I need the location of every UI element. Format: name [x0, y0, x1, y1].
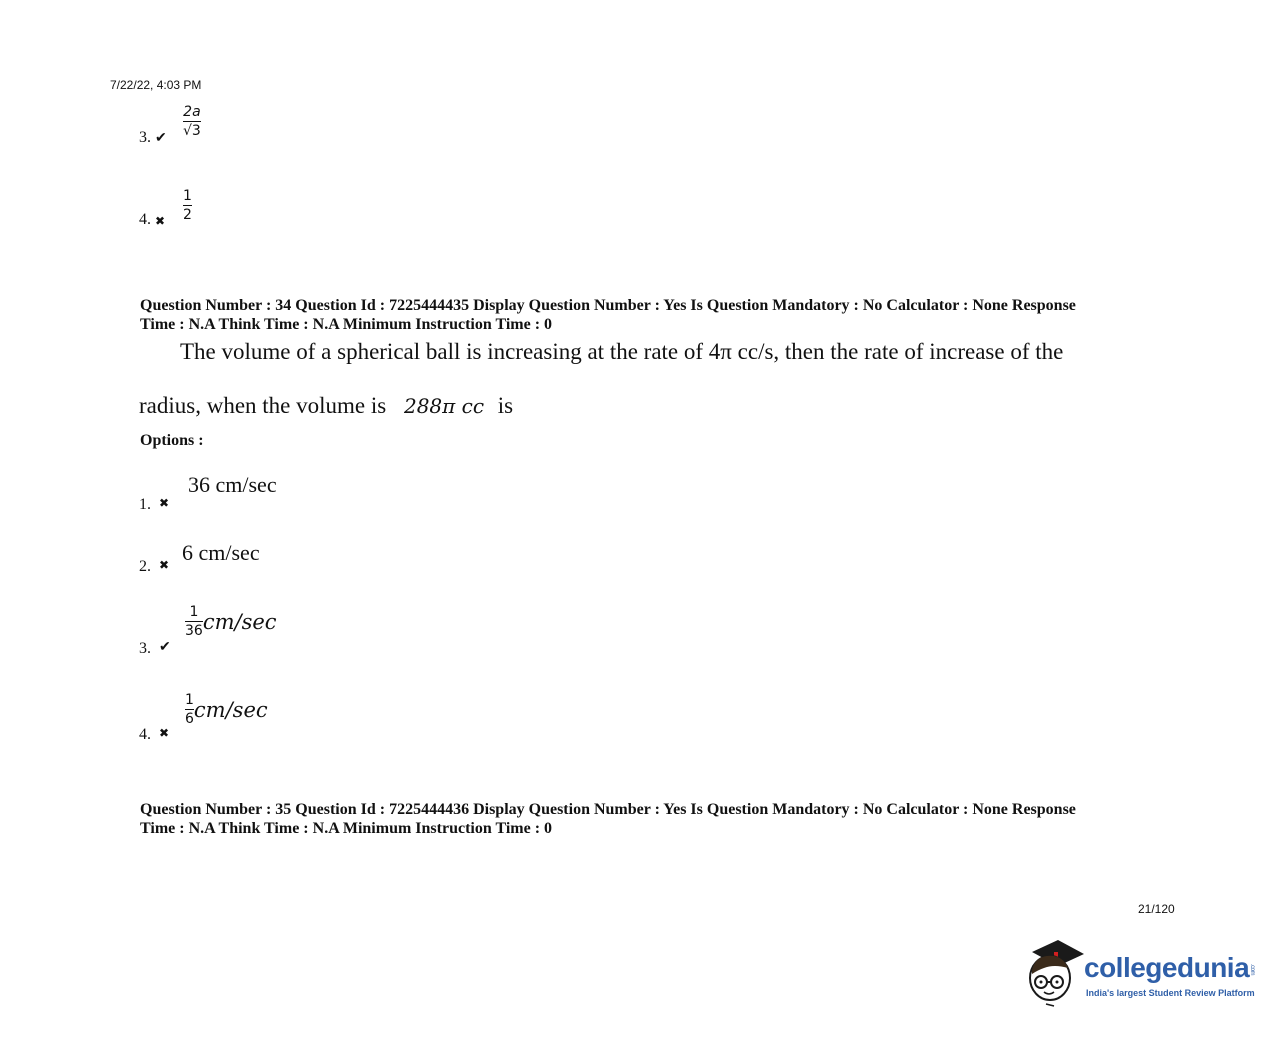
fraction-bar — [185, 621, 203, 622]
meta-line-2: Time : N.A Think Time : N.A Minimum Instruction Time : 0 — [140, 316, 553, 333]
option-fraction — [183, 188, 192, 223]
fraction-numerator: 1 — [189, 604, 199, 620]
option-text: 6 cm/sec — [182, 540, 260, 565]
option-4 — [139, 692, 439, 750]
option-math — [185, 692, 268, 727]
cross-icon: ✖ — [155, 214, 166, 228]
brand-tagline: India's largest Student Review Platform — [1086, 988, 1255, 998]
options-label: Options : — [140, 432, 204, 449]
brand-name — [1084, 952, 1255, 984]
cross-icon: ✖ — [159, 726, 170, 740]
meta-line-1: Question Number : 35 Question Id : 7225444436 Display Question Number : Yes Is Question Mandatory : No Calculator : None Response — [140, 801, 1076, 818]
question-text-end: is — [497, 393, 514, 418]
option-math — [185, 604, 277, 639]
option-number: 3. — [139, 129, 151, 146]
option-number: 3. — [139, 640, 151, 657]
option-fraction — [185, 604, 203, 639]
print-timestamp: 7/22/22, 4:03 PM — [110, 78, 202, 92]
fraction-numerator: 1 — [183, 188, 192, 204]
check-icon: ✔ — [155, 131, 167, 146]
brand-wordmark: collegedunia — [1084, 952, 1250, 983]
fraction-bar — [185, 709, 194, 710]
fraction-denominator: 36 — [185, 623, 203, 639]
meta-line-2: Time : N.A Think Time : N.A Minimum Instruction Time : 0 — [140, 820, 553, 837]
brand-suffix: .com — [1249, 964, 1256, 976]
option-fraction — [183, 104, 201, 139]
question-34-text-line-2 — [139, 393, 513, 419]
question-34-text-line-1: The volume of a spherical ball is increasing at the rate of 4π cc/s, then the rate of increase of the — [180, 339, 1064, 364]
mascot-logo-icon — [1024, 938, 1086, 1008]
option-unit: cm/sec — [202, 609, 277, 634]
question-35-meta — [140, 800, 1160, 838]
option-unit: cm/sec — [193, 697, 268, 722]
check-icon: ✔ — [159, 640, 171, 655]
question-34-meta — [140, 296, 1160, 334]
fraction-denominator: 6 — [185, 711, 194, 727]
fraction-bar — [183, 121, 201, 122]
option-fraction — [185, 692, 194, 727]
option-1 — [139, 470, 439, 518]
fraction-numerator: 1 — [185, 692, 194, 708]
option-2 — [139, 538, 439, 582]
fraction-bar — [183, 205, 192, 206]
option-number: 4. — [139, 211, 151, 228]
fraction-denominator: √3 — [183, 123, 201, 139]
meta-line-1: Question Number : 34 Question Id : 7225444435 Display Question Number : Yes Is Question Mandatory : No Calculator : None Response — [140, 297, 1076, 314]
option-number: 4. — [139, 726, 151, 743]
option-number: 2. — [139, 558, 151, 575]
cross-icon: ✖ — [159, 558, 170, 572]
fraction-numerator: 2a — [183, 104, 201, 120]
page-number: 21/120 — [1138, 902, 1175, 916]
option-number: 1. — [139, 496, 151, 513]
prev-option-4 — [139, 188, 192, 229]
cross-icon: ✖ — [159, 496, 170, 510]
fraction-denominator: 2 — [183, 207, 192, 223]
question-text: radius, when the volume is — [139, 393, 387, 418]
question-math: 288π cc — [403, 394, 485, 418]
option-3 — [139, 604, 439, 664]
prev-option-3 — [139, 104, 201, 147]
option-text: 36 cm/sec — [188, 472, 277, 497]
